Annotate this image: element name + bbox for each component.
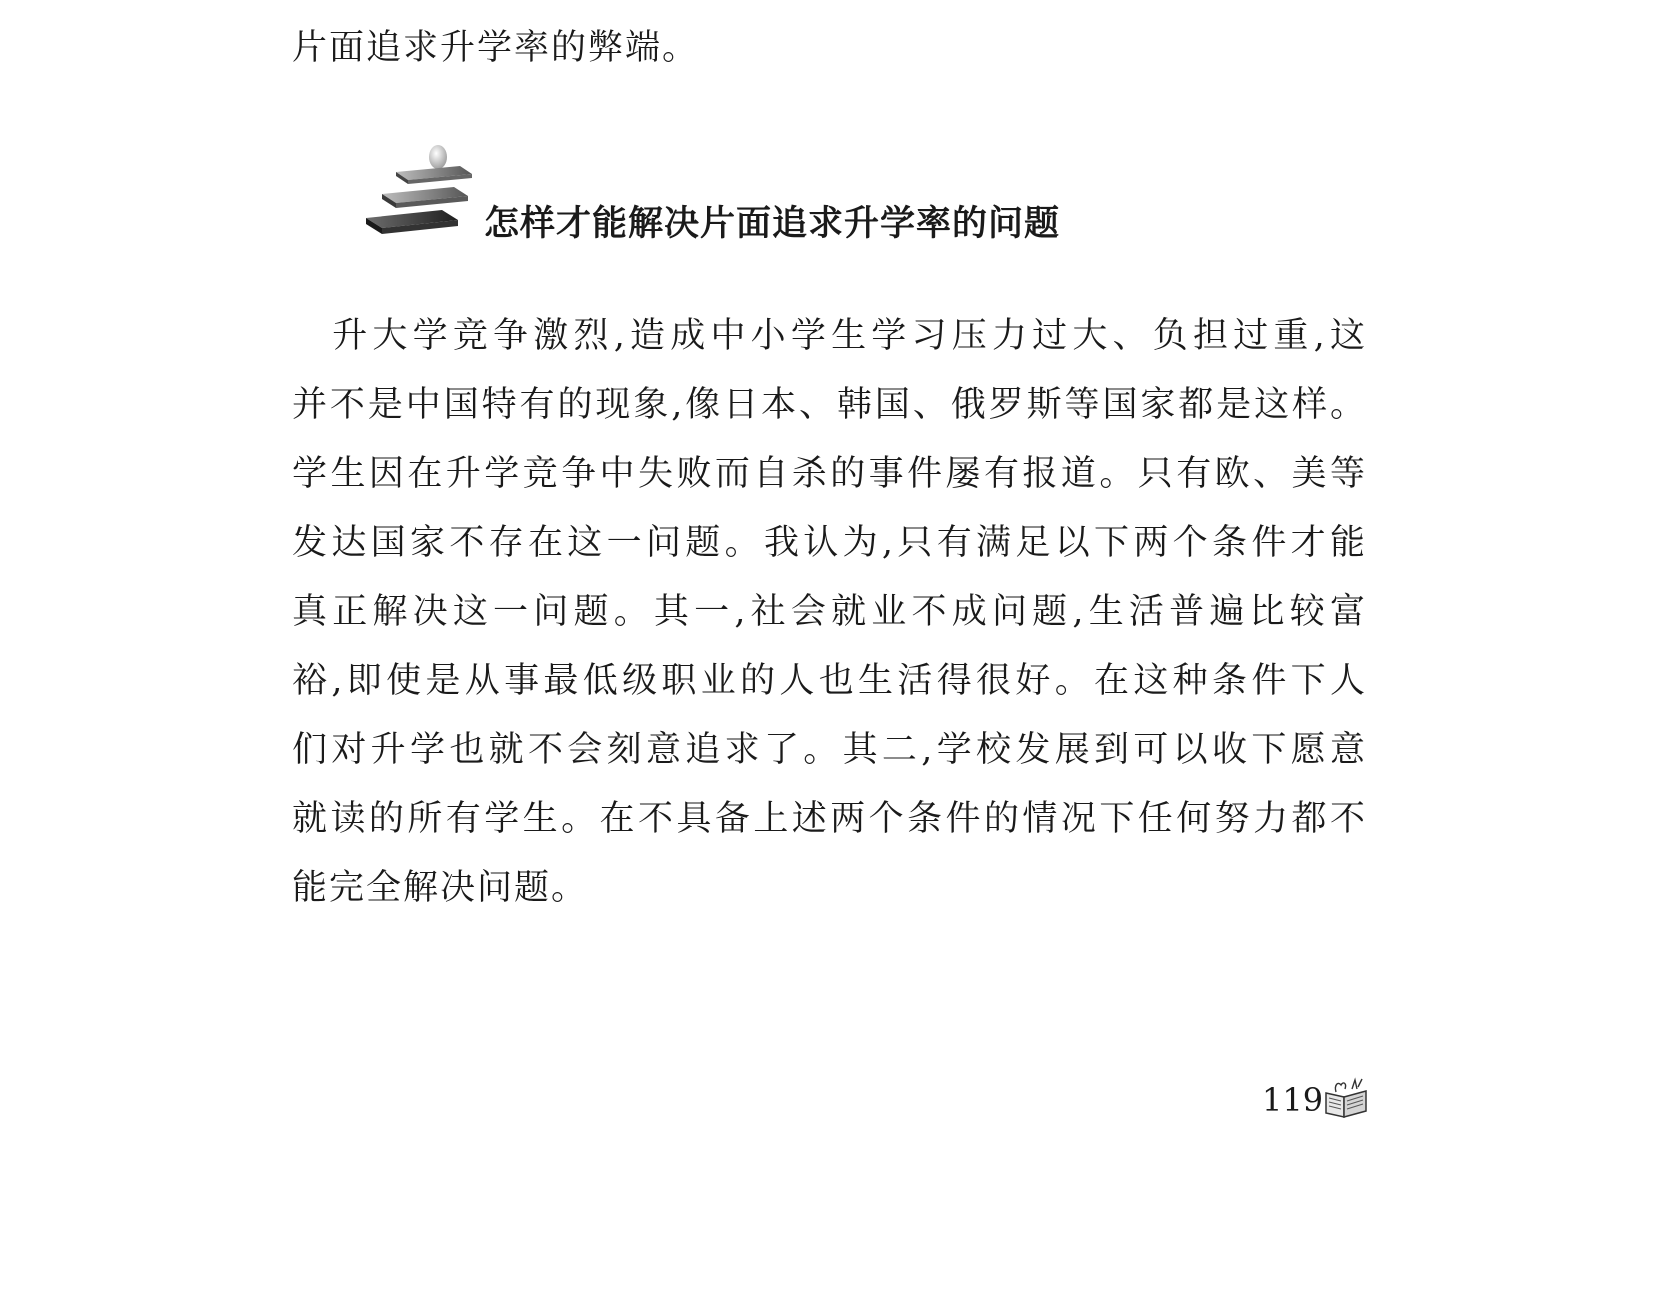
body-line: 并不是中国特有的现象,像日本、韩国、俄罗斯等国家都是这样。 [292, 385, 1367, 425]
body-line: 发达国家不存在这一问题。我认为,只有满足以下两个条件才能 [292, 523, 1367, 563]
body-line: 裕,即使是从事最低级职业的人也生活得很好。在这种条件下人 [292, 661, 1367, 701]
body-line: 学生因在升学竞争中失败而自杀的事件屡有报道。只有欧、美等 [292, 454, 1367, 494]
body-line: 真正解决这一问题。其一,社会就业不成问题,生活普遍比较富 [292, 592, 1367, 632]
body-line: 们对升学也就不会刻意追求了。其二,学校发展到可以收下愿意 [292, 730, 1367, 770]
page-number: 119 [1262, 1081, 1324, 1119]
previous-paragraph-line: 片面追求升学率的弊端。 [292, 28, 700, 68]
body-line: 能完全解决问题。 [292, 868, 589, 908]
body-line: 升大学竞争激烈,造成中小学生学习压力过大、负担过重,这 [292, 316, 1367, 356]
book-icon [1322, 1077, 1370, 1121]
stacked-plates-icon [360, 140, 485, 245]
body-line: 就读的所有学生。在不具备上述两个条件的情况下任何努力都不 [292, 799, 1367, 839]
section-heading: 怎样才能解决片面追求升学率的问题 [484, 203, 1061, 244]
